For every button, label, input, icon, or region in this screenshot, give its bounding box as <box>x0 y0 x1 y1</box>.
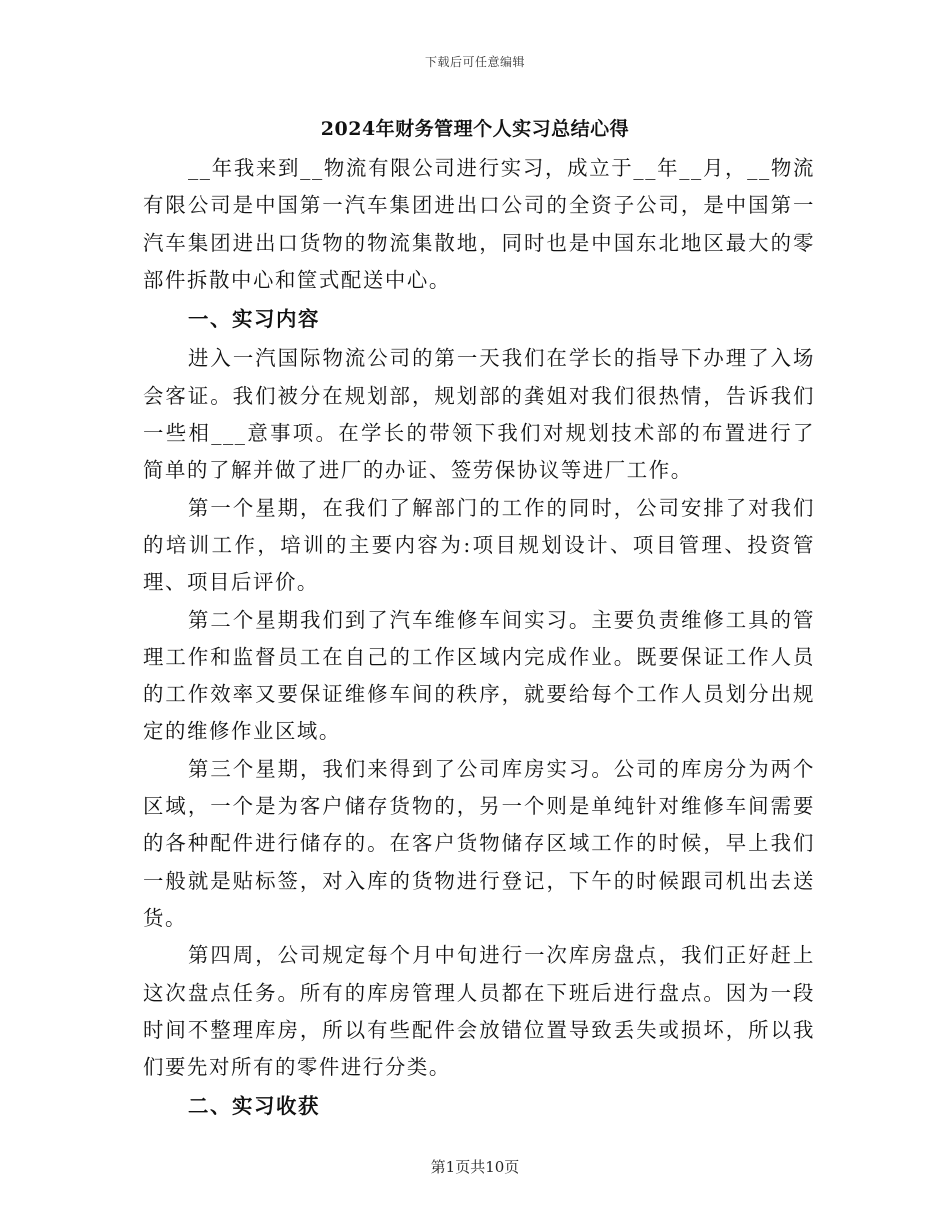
paragraph-week-two: 第二个星期我们到了汽车维修车间实习。主要负责维修工具的管理工作和监督员工在自己的工作区域内完成作业。既要保证工作人员的工作效率又要保证维修车间的秩序，就要给每个工作人员划分出规定的维修作业区域。 <box>143 607 815 744</box>
paragraph-first-day: 进入一汽国际物流公司的第一天我们在学长的指导下办理了入场会客证。我们被分在规划部，规划部的龚姐对我们很热情，告诉我们一些相___意事项。在学长的带领下我们对规划技术部的布置进行了简单的了解并做了进厂的办证、签劳保协议等进厂工作。 <box>143 346 815 483</box>
paragraph-week-four: 第四周，公司规定每个月中旬进行一次库房盘点，我们正好赶上这次盘点任务。所有的库房管理人员都在下班后进行盘点。因为一段时间不整理库房，所以有些配件会放错位置导致丢失或损坏，所以我们要先对所有的零件进行分类。 <box>143 943 815 1080</box>
header-note: 下载后可任意编辑 <box>424 55 525 69</box>
page-number: 第1页共10页 <box>430 1158 520 1176</box>
section-heading-internship-content: 一、实习内容 <box>188 307 320 332</box>
document-body <box>143 150 815 1126</box>
document-title: 2024年财务管理个人实习总结心得 <box>320 118 630 140</box>
paragraph-week-one: 第一个星期，在我们了解部门的工作的同时，公司安排了对我们的培训工作，培训的主要内容为:项目规划设计、项目管理、投资管理、项目后评价。 <box>143 495 815 595</box>
paragraph-week-three: 第三个星期，我们来得到了公司库房实习。公司的库房分为两个区域，一个是为客户储存货物的，另一个则是单纯针对维修车间需要的各种配件进行储存的。在客户货物储存区域工作的时候，早上我们一般就是贴标签，对入库的货物进行登记，下午的时候跟司机出去送货。 <box>143 756 815 930</box>
intro-paragraph: __年我来到__物流有限公司进行实习，成立于__年__月，__物流有限公司是中国第一汽车集团进出口公司的全资子公司，是中国第一汽车集团进出口货物的物流集散地，同时也是中国东北地区最大的零部件拆散中心和筐式配送中心。 <box>143 156 815 292</box>
section-heading-internship-gains: 二、实习收获 <box>188 1094 320 1119</box>
